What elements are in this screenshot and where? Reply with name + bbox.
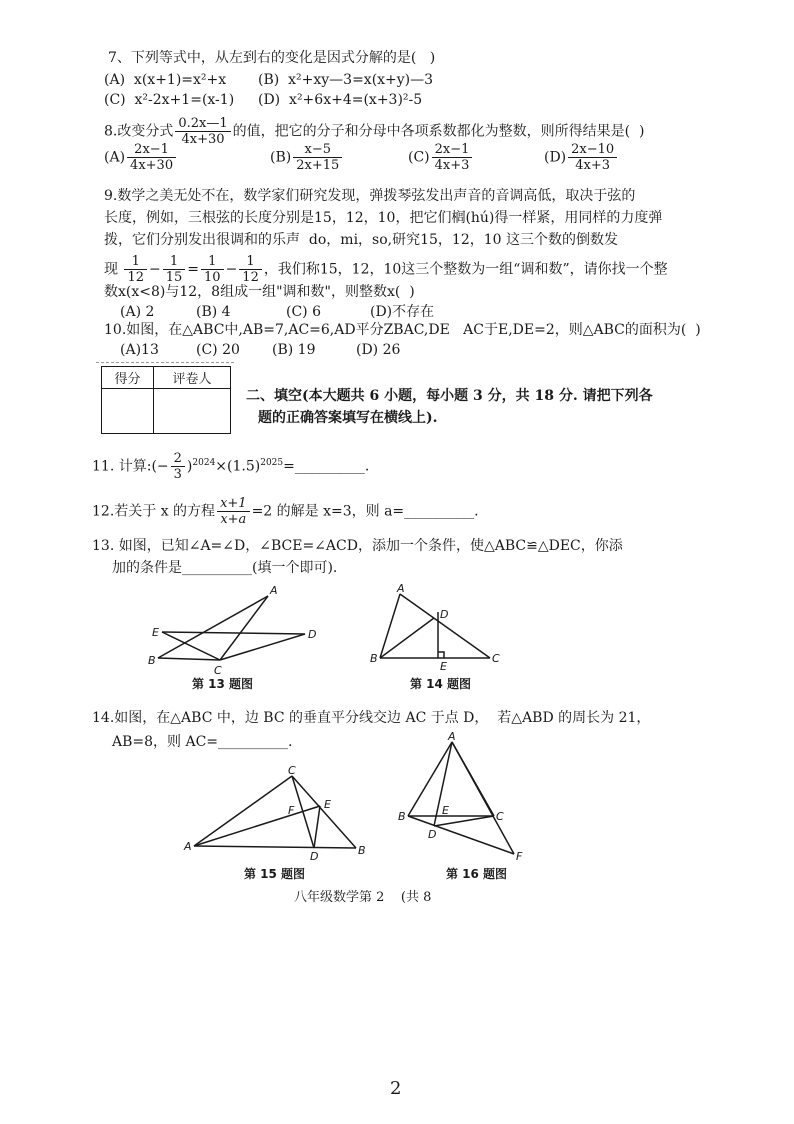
q11: 11. 计算:(− $\frac{2}{3}$ )$^{2024}\times(1.5)^{2025}=\_\_\_\_\_\_\_\_\_\_$.	[92, 451, 370, 483]
figure-15	[180, 760, 380, 890]
score-box-dash	[96, 362, 234, 364]
grader-label: 评卷人	[153, 367, 230, 389]
q13-line-1: 13. 如图，已知∠A=∠D，∠BCE=∠ACD，添加一个条件，使△ABC≌△DEC，你添	[92, 538, 623, 554]
q7-option-d: (D) x²+6x+4=(x+3)²-5	[258, 92, 423, 108]
q9-line-3: 拨，它们分别发出很调和的乐声 do，mi，so,研究15，12，10 这三个数的倒数发	[104, 232, 618, 248]
q9-line-5: 数x(x<8)与12，8组成一组"调和数"，则整数x( )	[104, 284, 415, 300]
q14-line-2: AB=8，则 AC=__________.	[112, 734, 293, 750]
fig15-label-f: F	[288, 804, 295, 817]
q10-option-c: (C) 20	[196, 342, 240, 358]
fig15-caption: 第 15 题图	[244, 867, 306, 881]
q8-option-a: (A) $\frac{2x-1}{4x+30}$	[104, 142, 178, 173]
fig15-label-c: C	[288, 764, 296, 777]
score-box	[101, 366, 231, 434]
figure-13	[140, 580, 340, 690]
fig15-label-b: B	[358, 844, 366, 857]
fig13-label-a: A	[270, 584, 278, 597]
q9-line-4: 现 $\frac{1}{12}$ − $\frac{1}{15}$ = $\frac{1}{10}$ − $\frac{1}{12}$ ，我们称15，12，10这三个整数为一组“调和数”，请你找一个整	[104, 254, 668, 285]
fig13-caption: 第 13 题图	[192, 677, 254, 690]
figure-14	[364, 580, 514, 690]
score-label: 得分	[102, 367, 154, 389]
q9-option-c: (C) 6	[286, 304, 321, 320]
fig16-label-e: E	[442, 804, 449, 817]
q10-option-b: (B) 19	[272, 342, 316, 358]
q8-option-c: (C) $\frac{2x-1}{4x+3}$	[408, 142, 474, 173]
q7-option-a: (A) x(x+1)=x²+x	[104, 72, 227, 88]
q7-option-b: (B) x²+xy—3=x(x+y)—3	[258, 72, 434, 88]
q12: 12.若关于 x 的方程 $\frac{x+1}{x+a}$ =2 的解是 x=3，则 a=__________.	[92, 496, 479, 527]
q7-option-c: (C) x²-2x+1=(x-1)	[104, 92, 235, 108]
score-cell[interactable]	[102, 389, 154, 434]
q10-option-a: (A)13	[120, 342, 159, 358]
page-footer: 八年级数学第 2 (共 8	[294, 890, 432, 905]
q13-line-2: 加的条件是__________(填一个即可).	[112, 560, 338, 576]
fig15-label-a: A	[184, 840, 192, 853]
fig14-label-d: D	[440, 608, 449, 621]
q8-option-d: (D) $\frac{2x-10}{4x+3}$	[544, 142, 619, 173]
q8-option-b: (B) $\frac{x-5}{2x+15}$	[270, 142, 344, 173]
grader-cell[interactable]	[153, 389, 230, 434]
fig16-label-b: B	[398, 810, 406, 823]
q8-stem: 8.改变分式 $\frac{0.2x—1}{4x+30}$ 的值，把它的分子和分母中各项系数都化为整数，则所得结果是( )	[104, 116, 645, 147]
section-2-heading-cont: 题的正确答案填写在横线上).	[258, 410, 438, 426]
fig14-label-c: C	[492, 652, 500, 665]
fig13-label-c: C	[214, 664, 222, 677]
fig16-caption: 第 16 题图	[446, 867, 508, 881]
q9-line-1: 9.数学之美无处不在，数学家们研究发现，弹拨琴弦发出声音的音调高低，取决于弦的	[104, 188, 636, 204]
q8-fraction: $\frac{0.2x—1}{4x+30}$	[175, 116, 230, 147]
fig14-label-e: E	[440, 660, 447, 673]
q9-option-b: (B) 4	[196, 304, 231, 320]
fig15-label-d: D	[310, 850, 319, 863]
fig15-label-e: E	[324, 798, 331, 811]
q9-option-a: (A) 2	[120, 304, 155, 320]
q9-line-2: 长度，例如，三根弦的长度分别是15，12，10，把它们榈(hú)得一样紧，用同样的力度弹	[104, 210, 663, 226]
fig13-label-e: E	[152, 626, 159, 639]
fig14-label-a: A	[397, 582, 405, 595]
fig13-label-b: B	[148, 654, 156, 667]
fig16-label-c: C	[496, 810, 504, 823]
fig16-label-f: F	[516, 850, 523, 863]
fig13-label-d: D	[308, 628, 317, 641]
fig16-label-a: A	[448, 730, 456, 743]
page-number: 2	[390, 1078, 402, 1099]
fig14-caption: 第 14 题图	[410, 677, 472, 690]
q14-line-1: 14.如图，在△ABC 中，边 BC 的垂直平分线交边 AC 于点 D， 若△ABD 的周长为 21，	[92, 710, 651, 726]
fig16-label-d: D	[428, 828, 437, 841]
q10-stem: 10.如图，在△ABC中,AB=7,AC=6,AD平分ZBAC,DE AC于E,DE=2，则△ABC的面积为( )	[104, 322, 701, 338]
q9-option-d: (D)不存在	[370, 304, 435, 320]
q10-option-d: (D) 26	[356, 342, 401, 358]
figure-16	[394, 730, 544, 885]
q7-stem: 7、下列等式中，从左到右的变化是因式分解的是( )	[108, 50, 436, 66]
fig14-label-b: B	[370, 652, 378, 665]
section-2-heading: 二、填空(本大题共 6 小题，每小题 3 分，共 18 分. 请把下列各	[246, 388, 653, 404]
